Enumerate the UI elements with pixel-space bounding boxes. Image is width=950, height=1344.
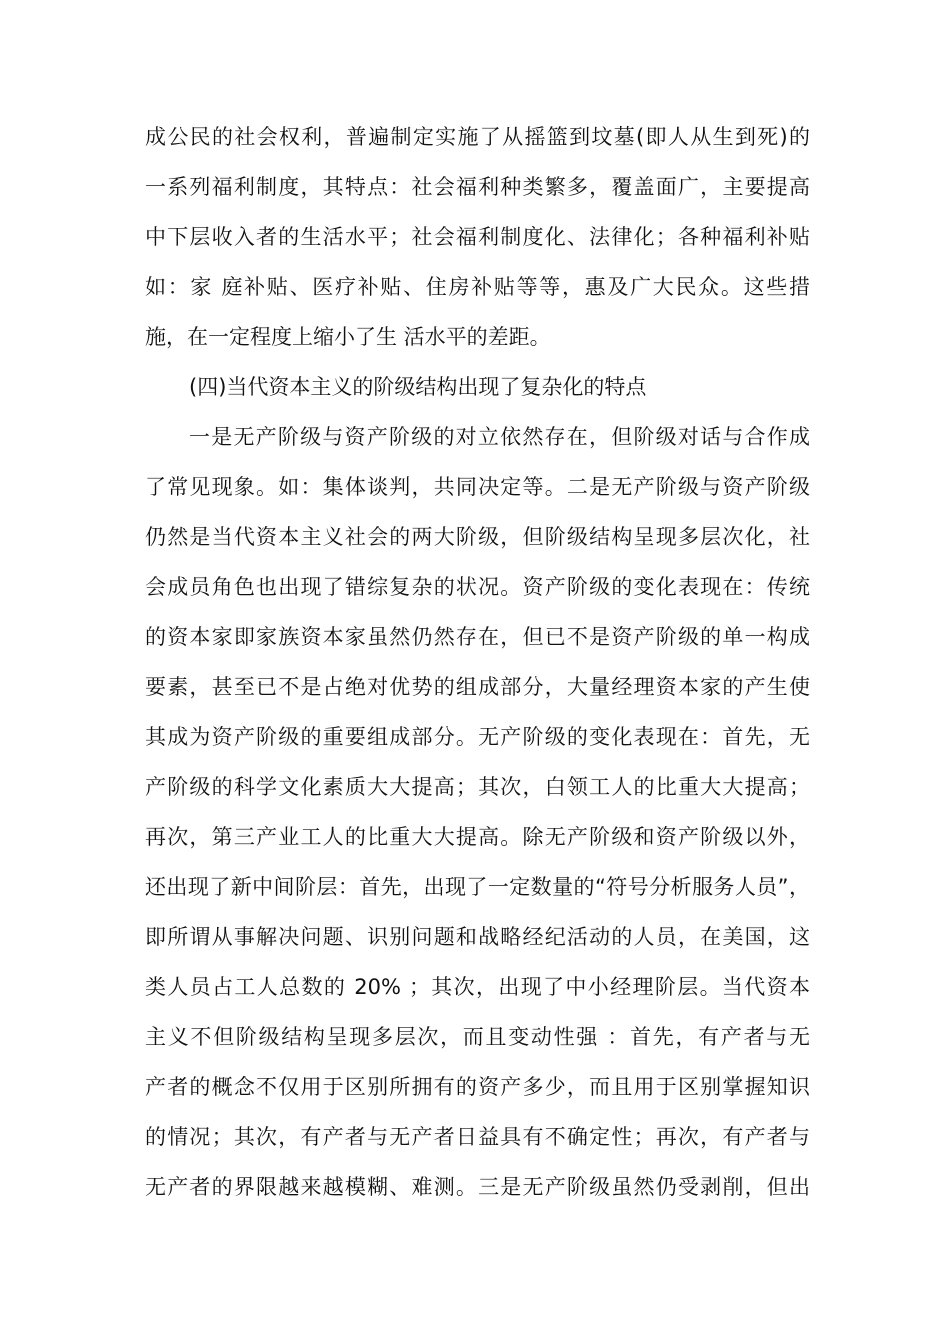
text-line: 会成员角色也出现了错综复杂的状况。资产阶级的变化表现在：传统 <box>145 575 810 599</box>
text-line: 了常见现象。如：集体谈判，共同决定等。二是无产阶级与资产阶级 <box>145 475 810 499</box>
text-line: 成公民的社会权利，普遍制定实施了从摇篮到坟墓(即人从生到死)的 <box>145 125 810 149</box>
text-line: 仍然是当代资本主义社会的两大阶级，但阶级结构呈现多层次化，社 <box>145 525 810 549</box>
text-line: 其成为资产阶级的重要组成部分。无产阶级的变化表现在：首先，无 <box>145 725 810 749</box>
text-line: 主义不但阶级结构呈现多层次，而且变动性强 ：首先，有产者与无 <box>145 1025 810 1049</box>
text-line: 再次，第三产业工人的比重大大提高。除无产阶级和资产阶级以外， <box>145 825 810 849</box>
text-line: 产阶级的科学文化素质大大提高；其次，白领工人的比重大大提高； <box>145 775 810 799</box>
text-line: 一是无产阶级与资产阶级的对立依然存在，但阶级对话与合作成 <box>189 425 810 449</box>
text-line: 的情况；其次，有产者与无产者日益具有不确定性；再次，有产者与 <box>145 1125 810 1149</box>
text-line: 中下层收入者的生活水平；社会福利制度化、法律化；各种福利补贴 <box>145 225 810 249</box>
text-line: 施，在一定程度上缩小了生 活水平的差距。 <box>145 325 551 349</box>
text-line: 产者的概念不仅用于区别所拥有的资产多少，而且用于区别掌握知识 <box>145 1075 810 1099</box>
text-line: 要素，甚至已不是占绝对优势的组成部分，大量经理资本家的产生使 <box>145 675 810 699</box>
text-line: 即所谓从事解决问题、识别问题和战略经纪活动的人员，在美国，这 <box>145 925 810 949</box>
text-line: 如：家 庭补贴、医疗补贴、住房补贴等等，惠及广大民众。这些措 <box>145 275 810 299</box>
text-line: 类人员占工人总数的 20% ；其次，出现了中小经理阶层。当代资本 <box>145 975 810 999</box>
document-body-text <box>145 112 810 1212</box>
text-line: 还出现了新中间阶层：首先，出现了一定数量的“符号分析服务人员”， <box>145 875 810 899</box>
text-line: 无产者的界限越来越模糊、难测。三是无产阶级虽然仍受剥削，但出 <box>145 1175 810 1199</box>
text-line: 的资本家即家族资本家虽然仍然存在，但已不是资产阶级的单一构成 <box>145 625 810 649</box>
text-line: (四)当代资本主义的阶级结构出现了复杂化的特点 <box>189 375 647 399</box>
text-line: 一系列福利制度，其特点：社会福利种类繁多，覆盖面广，主要提高 <box>145 175 810 199</box>
